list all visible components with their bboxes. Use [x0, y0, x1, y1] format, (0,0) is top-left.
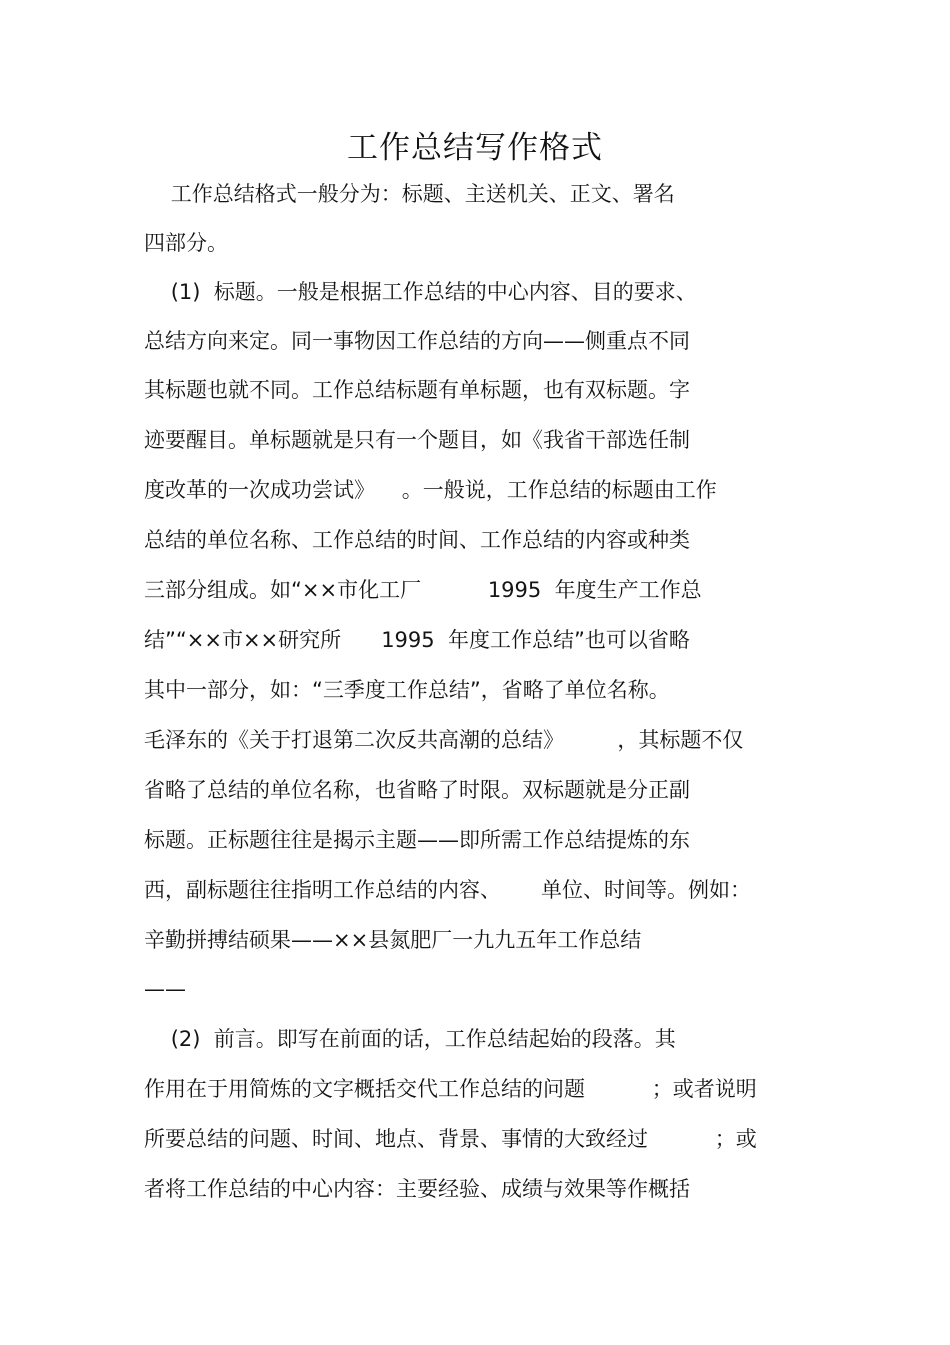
- body-line: ——: [144, 977, 186, 1001]
- body-line: 辛勤拼搏结硕果——××县氮肥厂一九九五年工作总结: [144, 928, 642, 952]
- body-line: 所要总结的问题、时间、地点、背景、事情的大致经过 ；或: [144, 1127, 757, 1151]
- body-line: 其标题也就不同。工作总结标题有单标题，也有双标题。字: [144, 378, 690, 402]
- body-line: (1) 标题。一般是根据工作总结的中心内容、目的要求、: [144, 280, 697, 304]
- body-line: 总结的单位名称、工作总结的时间、工作总结的内容或种类: [144, 528, 690, 552]
- body-line: 四部分。: [144, 231, 228, 255]
- body-line: 作用在于用简炼的文字概括交代工作总结的问题 ；或者说明: [144, 1077, 757, 1101]
- body-line: 结”“××市××研究所 1995 年度工作总结”也可以省略: [144, 628, 690, 652]
- body-line: 其中一部分，如：“三季度工作总结”，省略了单位名称。: [144, 678, 670, 702]
- body-line: 者将工作总结的中心内容：主要经验、成绩与效果等作概括: [144, 1177, 690, 1201]
- body-line: 三部分组成。如“××市化工厂 1995 年度生产工作总: [144, 578, 702, 602]
- body-line: 毛泽东的《关于打退第二次反共高潮的总结》 ，其标题不仅: [144, 728, 744, 752]
- body-line: 迹要醒目。单标题就是只有一个题目，如《我省干部选任制: [144, 428, 690, 452]
- body-line: (2) 前言。即写在前面的话，工作总结起始的段落。其: [144, 1027, 676, 1051]
- body-line: 工作总结格式一般分为：标题、主送机关、正文、署名: [144, 182, 675, 206]
- body-line: 西，副标题往往指明工作总结的内容、 单位、时间等。例如：: [144, 878, 752, 902]
- body-line: 总结方向来定。同一事物因工作总结的方向——侧重点不同: [144, 329, 690, 353]
- body-line: 标题。正标题往往是揭示主题——即所需工作总结提炼的东: [144, 828, 690, 852]
- document-title: 工作总结写作格式: [347, 130, 603, 166]
- body-line: 度改革的一次成功尝试》 。一般说，工作总结的标题由工作: [144, 478, 717, 502]
- body-line: 省略了总结的单位名称，也省略了时限。双标题就是分正副: [144, 778, 690, 802]
